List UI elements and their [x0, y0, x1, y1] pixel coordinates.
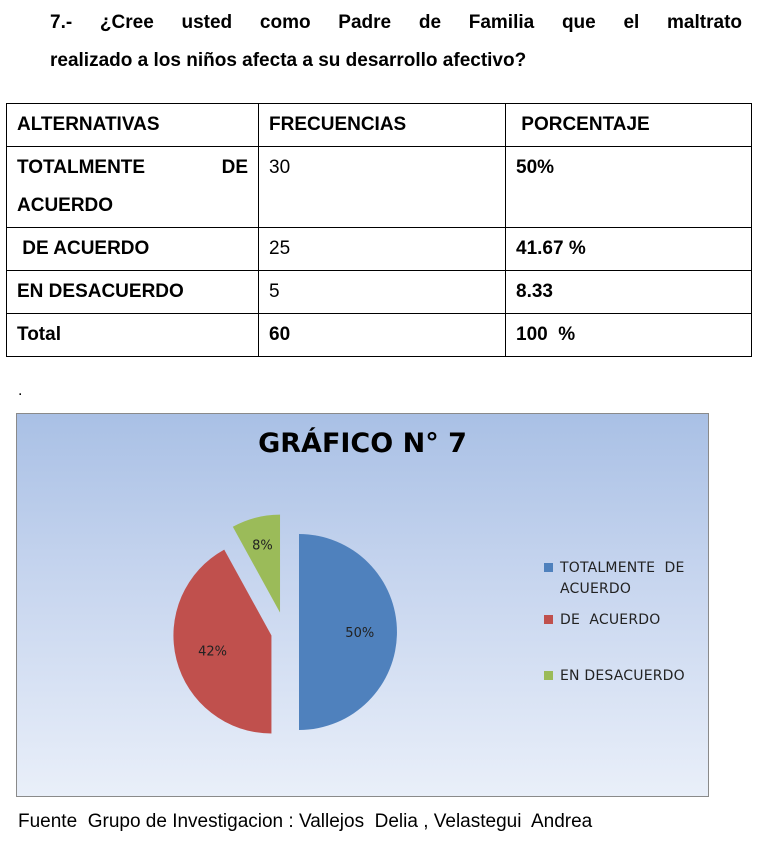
alt-line-1: TOTALMENTE DE — [17, 157, 248, 178]
header-alternativas: ALTERNATIVAS — [7, 104, 259, 147]
cell-frequency: 25 — [259, 228, 506, 271]
slice-label-en-desacuerdo: 8% — [252, 538, 273, 554]
cell-alternative: Total — [7, 314, 259, 357]
question-text — [50, 4, 742, 80]
legend-label: DE ACUERDO — [560, 612, 661, 628]
cell-alternative: DE ACUERDO — [7, 228, 259, 271]
slice-label-de-acuerdo: 42% — [198, 644, 228, 660]
header-porcentaje: PORCENTAJE — [506, 104, 752, 147]
legend-label: TOTALMENTE DE ACUERDO — [560, 560, 690, 597]
cell-percentage: 50% — [506, 147, 752, 228]
cell-percentage: 41.67 % — [506, 228, 752, 271]
header-frecuencias: FRECUENCIAS — [259, 104, 506, 147]
slice-label-totalmente-de-acuerdo: 50% — [345, 626, 375, 641]
chart-title: GRÁFICO N° 7 — [258, 428, 467, 459]
pie-slice-de-acuerdo — [173, 550, 271, 734]
legend-swatch — [544, 615, 553, 624]
legend-swatch — [544, 563, 553, 572]
question-line-1: 7.- ¿Cree usted como Padre de Familia que el maltrato — [50, 12, 742, 33]
cell-frequency: 30 — [259, 147, 506, 228]
legend-label: EN DESACUERDO — [560, 668, 685, 684]
cell-alternative — [7, 147, 259, 228]
legend-swatch — [544, 671, 553, 680]
source-note: Fuente Grupo de Investigacion : Vallejos Delia , Velastegui Andrea — [18, 811, 593, 832]
cell-frequency: 60 — [259, 314, 506, 357]
pie-svg — [17, 414, 708, 796]
cell-alternative: EN DESACUERDO — [7, 271, 259, 314]
frequency-table — [6, 103, 752, 357]
question-line-2: realizado a los niños afecta a su desarrollo afectivo? — [50, 50, 527, 71]
table-row — [7, 147, 752, 228]
table-row — [7, 314, 752, 357]
alt-line-2: ACUERDO — [17, 195, 114, 216]
table-row — [7, 271, 752, 314]
cell-frequency: 5 — [259, 271, 506, 314]
table-header-row — [7, 104, 752, 147]
stray-dot: . — [18, 382, 23, 399]
cell-percentage: 100 % — [506, 314, 752, 357]
table-row — [7, 228, 752, 271]
cell-percentage: 8.33 — [506, 271, 752, 314]
pie-chart — [16, 413, 709, 797]
